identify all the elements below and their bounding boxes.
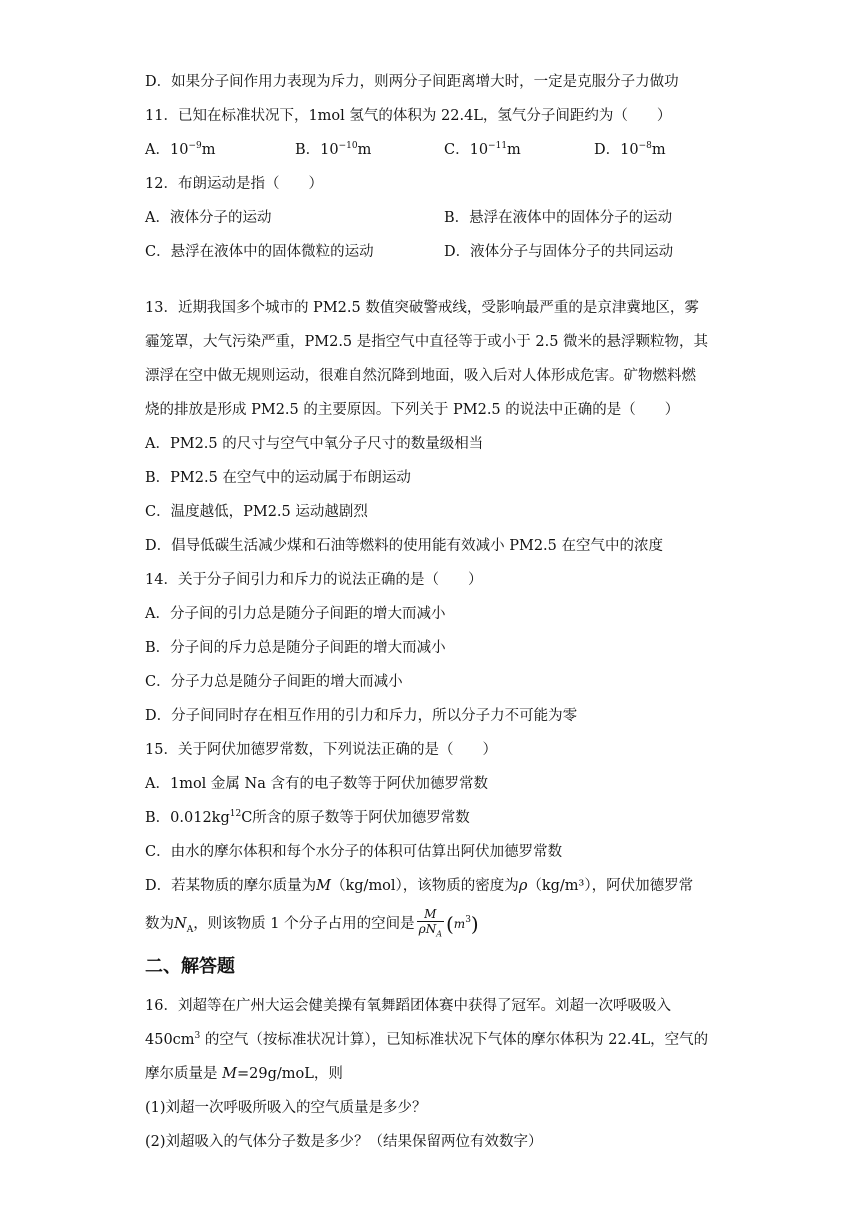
q13-option-c: C．温度越低，PM2.5 运动越剧烈	[145, 504, 368, 520]
q13-stem-line-1: 13．近期我国多个城市的 PM2.5 数值突破警戒线，受影响最严重的是京津冀地区，雾	[145, 300, 699, 316]
q15-option-a: A．1mol 金属 Na 含有的电子数等于阿伏加德罗常数	[145, 776, 488, 792]
q16-stem-line-3: 摩尔质量是 M=29g/moL，则	[145, 1066, 343, 1082]
q15-option-b: B．$0.012kg^{12}C$所含的原子数等于阿伏加德罗常数	[145, 809, 470, 826]
q11-option-a: A．$10^{-9}m$	[145, 141, 216, 158]
q11-option-b: B．$10^{-10}m$	[295, 141, 372, 158]
q15-option-d-line-1: D．若某物质的摩尔质量为M（kg/mol），该物质的密度为ρ（kg/m³），阿伏加德罗常	[145, 878, 694, 894]
q12-option-d: D．液体分子与固体分子的共同运动	[444, 244, 674, 260]
q14-option-c: C．分子力总是随分子间距的增大而减小	[145, 674, 403, 690]
q12-stem: 12．布朗运动是指（ ）	[145, 176, 323, 192]
q13-stem-line-4: 烧的排放是形成 PM2.5 的主要原因。下列关于 PM2.5 的说法中正确的是（ ）	[145, 402, 680, 418]
q15-option-c: C．由水的摩尔体积和每个水分子的体积可估算出阿伏加德罗常数	[145, 844, 563, 860]
q12-option-b: B．悬浮在液体中的固体分子的运动	[444, 210, 673, 226]
q12-option-a: A．液体分子的运动	[145, 210, 272, 226]
q10-option-d: D．如果分子间作用力表现为斥力，则两分子间距离增大时，一定是克服分子力做功	[145, 74, 679, 90]
q11-option-c: C．$10^{-11}m$	[444, 141, 521, 158]
q13-stem-line-2: 霾笼罩，大气污染严重，PM2.5 是指空气中直径等于或小于 2.5 微米的悬浮颗粒物，其	[145, 334, 709, 350]
q14-option-a: A．分子间的引力总是随分子间距的增大而减小	[145, 606, 446, 622]
q16-stem-line-2: $450cm^3$ 的空气（按标准状况计算），已知标准状况下气体的摩尔体积为 22.4L，空气的	[145, 1031, 709, 1048]
q12-option-c: C．悬浮在液体中的固体微粒的运动	[145, 244, 374, 260]
q15-option-d-line-2: 数为$N_A$，则该物质 1 个分子占用的空间是 $\frac{M}{\rho N_A}$ $(m^3)$	[145, 906, 479, 948]
q11-stem: 11．已知在标准状况下，1mol 氢气的体积为 22.4L，氢气分子间距约为（ ）	[145, 108, 672, 124]
q16-subquestion-2: (2)刘超吸入的气体分子数是多少？（结果保留两位有效数字）	[145, 1134, 543, 1150]
q14-stem: 14．关于分子间引力和斥力的说法正确的是（ ）	[145, 572, 483, 588]
q13-option-a: A．PM2.5 的尺寸与空气中氧分子尺寸的数量级相当	[145, 436, 484, 452]
volume-fraction: $\frac{M}{\rho N_A}$	[418, 906, 442, 939]
q15-stem: 15．关于阿伏加德罗常数，下列说法正确的是（ ）	[145, 742, 497, 758]
q13-option-b: B．PM2.5 在空气中的运动属于布朗运动	[145, 470, 411, 486]
q13-stem-line-3: 漂浮在空中做无规则运动，很难自然沉降到地面，吸入后对人体形成危害。矿物燃料燃	[145, 368, 696, 384]
q14-option-d: D．分子间同时存在相互作用的引力和斥力，所以分子力不可能为零	[145, 708, 578, 724]
q14-option-b: B．分子间的斥力总是随分子间距的增大而减小	[145, 640, 446, 656]
q11-option-d: D．$10^{-8}m$	[594, 141, 666, 158]
q16-stem-line-1: 16．刘超等在广州大运会健美操有氧舞蹈团体赛中获得了冠军。刘超一次呼吸吸入	[145, 998, 671, 1014]
section-title: 二、解答题	[145, 956, 235, 977]
q13-option-d: D．倡导低碳生活减少煤和石油等燃料的使用能有效减小 PM2.5 在空气中的浓度	[145, 538, 664, 554]
q16-subquestion-1: (1)刘超一次呼吸所吸入的空气质量是多少？	[145, 1100, 427, 1116]
